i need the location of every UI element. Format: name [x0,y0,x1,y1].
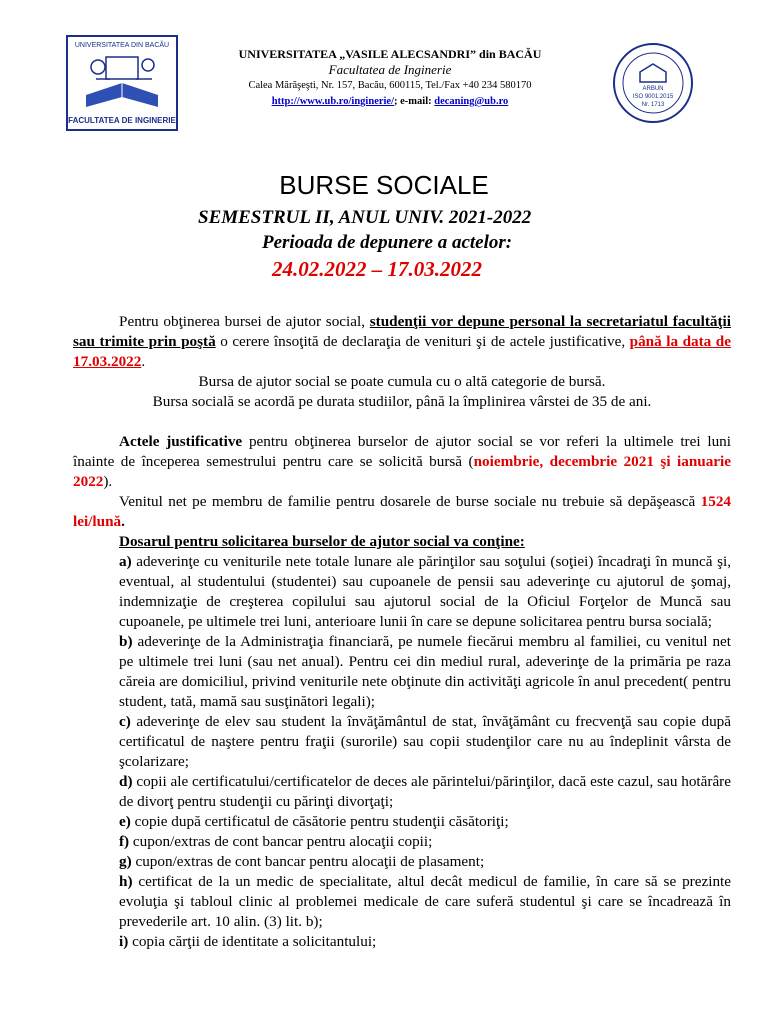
item-label: a) [119,553,132,570]
text-span: Venitul net pe membru de familie pentru dosarele de burse sociale nu trebuie să depăşească [119,493,701,510]
letterhead [0,0,768,150]
svg-text:ARBUN: ARBUN [642,86,664,92]
list-item [119,712,731,772]
income-limit: 1524 lei/lună [73,493,731,530]
svg-text:FACULTATEA DE INGINERIE: FACULTATEA DE INGINERIE [68,116,176,125]
university-name: UNIVERSITATEA „VASILE ALECSANDRI” din BACĂU [238,47,542,61]
list-item [119,872,731,932]
faculty-logo [66,35,178,131]
paragraph-documents [73,432,731,492]
certification-seal [612,42,694,124]
text-span: o cerere însoţită de declaraţia de venituri şi de actele justificative, [215,333,630,350]
emphasis-text: Actele justificative [119,433,243,450]
svg-text:Nr. 1713: Nr. 1713 [641,102,665,108]
item-text: copia cărţii de identitate a solicitantului; [128,933,377,950]
item-text: certificat de la un medic de specialitate, altul decât medicul de familie, în care să se prezinte evoluţia şi tabloul clinic al problemei medicale de care suferă studentul şi care se încadrează în prevederile art. 10 alin. (3) lit. b); [119,873,731,930]
list-item [119,552,731,632]
item-label: f) [119,833,130,850]
letterhead-text [190,46,590,110]
list-item [119,812,731,832]
list-title: Dosarul pentru solicitarea burselor de ajutor social va conţine: [119,533,525,550]
paragraph-duration: Bursa socială se acordă pe durata studiilor, până la împlinirea vârstei de 35 de ani. [152,393,652,410]
item-text: adeverinţe cu veniturile nete totale lunare ale părinţilor sau soţului (soţiei) încadraţi în muncă şi, eventual, al studentului (studentei) sau cupoanele de pensii sau adeverinţe cu ajutorul de şomaj, indemnizaţie de creşterea copilului sau ajutorul social de la Oficiul Forţelor de Muncă sau cupoanele, pe ultimele trei luni, anterioare lunii în care se depune solicitarea pentru bursa socială; [119,553,731,630]
item-text: adeverinţe de elev sau student la învăţământul de stat, învăţământ cu frecvenţă sau copie după certificatul de naştere pentru fraţii (surorile) sau copii studenţilor care nu au îndeplinit vârsta de şcolarizare; [119,713,731,770]
list-item [119,772,731,812]
address: Calea Mărăşeşti, Nr. 157, Bacău, 600115, Tel./Fax +40 234 580170 [248,80,532,91]
list-item [119,932,731,952]
list-item [119,832,731,852]
item-label: c) [119,713,131,730]
period-label: Perioada de depunere a actelor: [262,232,513,253]
paragraph-income [73,492,731,532]
svg-text:ISO 9001:2015: ISO 9001:2015 [632,94,674,100]
text-span: . [121,513,125,530]
list-item [119,852,731,872]
paragraph-submission [73,312,731,372]
item-label: i) [119,933,129,950]
item-label: e) [119,813,131,830]
item-text: copii ale certificatului/certificatelor de deces ale părintelui/părinţilor, dacă este cazul, sau hotărâre de divorţ pentru studenţii cu părinţi divorţaţi; [119,773,731,810]
text-span: . [141,353,146,370]
emphasis-text: studenţii vor depune personal la secretariatul facultăţii sau trimite prin poştă [73,313,731,350]
list-item [119,632,731,712]
text-span: ). [103,473,113,490]
submission-dates: 24.02.2022 – 17.03.2022 [272,257,482,281]
months-text: noiembrie, decembrie 2021 şi ianuarie 2022 [73,453,732,490]
paragraph-cumulation: Bursa de ajutor social se poate cumula cu o altă categorie de bursă. [198,373,606,390]
faculty-name: Facultatea de Inginerie [328,62,452,77]
documents-list [73,532,731,952]
item-label: h) [119,873,133,890]
text-span: Pentru obţinerea bursei de ajutor social, [119,313,370,330]
website-link[interactable]: http://www.ub.ro/inginerie/ [271,96,395,107]
item-text: adeverinţe de la Administraţia financiară, pe numele fiecărui membru al familiei, cu venitul net pe ultimele trei luni (sau net anual). Pentru cei din mediul rural, adeverinţe de la primăria pe raza căreia are domiciliul, privind veniturile nete obţinute din activităţi agricole în anul precedent( pentru student, tată, mamă sau susţinători legali); [119,633,731,710]
svg-text:UNIVERSITATEA DIN BACĂU: UNIVERSITATEA DIN BACĂU [74,42,170,49]
item-text: cupon/extras de cont bancar pentru alocaţii copii; [129,833,433,850]
email-label: ; e-mail: [394,96,432,107]
document-title: BURSE SOCIALE [279,170,489,200]
contact-links [190,94,590,110]
semester-subtitle: SEMESTRUL II, ANUL UNIV. 2021-2022 [198,207,532,228]
item-text: cupon/extras de cont bancar pentru alocaţii de plasament; [131,853,485,870]
text-span: pentru obţinerea burselor de ajutor social se vor referi la ultimele trei luni înainte de începerea semestrului pentru care se solicită bursă ( [73,433,731,470]
deadline-text: până la data de 17.03.2022 [73,333,731,370]
item-text: copie după certificatul de căsătorie pentru studenţii căsătoriţi; [130,813,509,830]
item-label: g) [119,853,132,870]
item-label: d) [119,773,133,790]
email-link[interactable]: decaning@ub.ro [434,96,509,107]
document-body [73,312,731,952]
item-label: b) [119,633,133,650]
